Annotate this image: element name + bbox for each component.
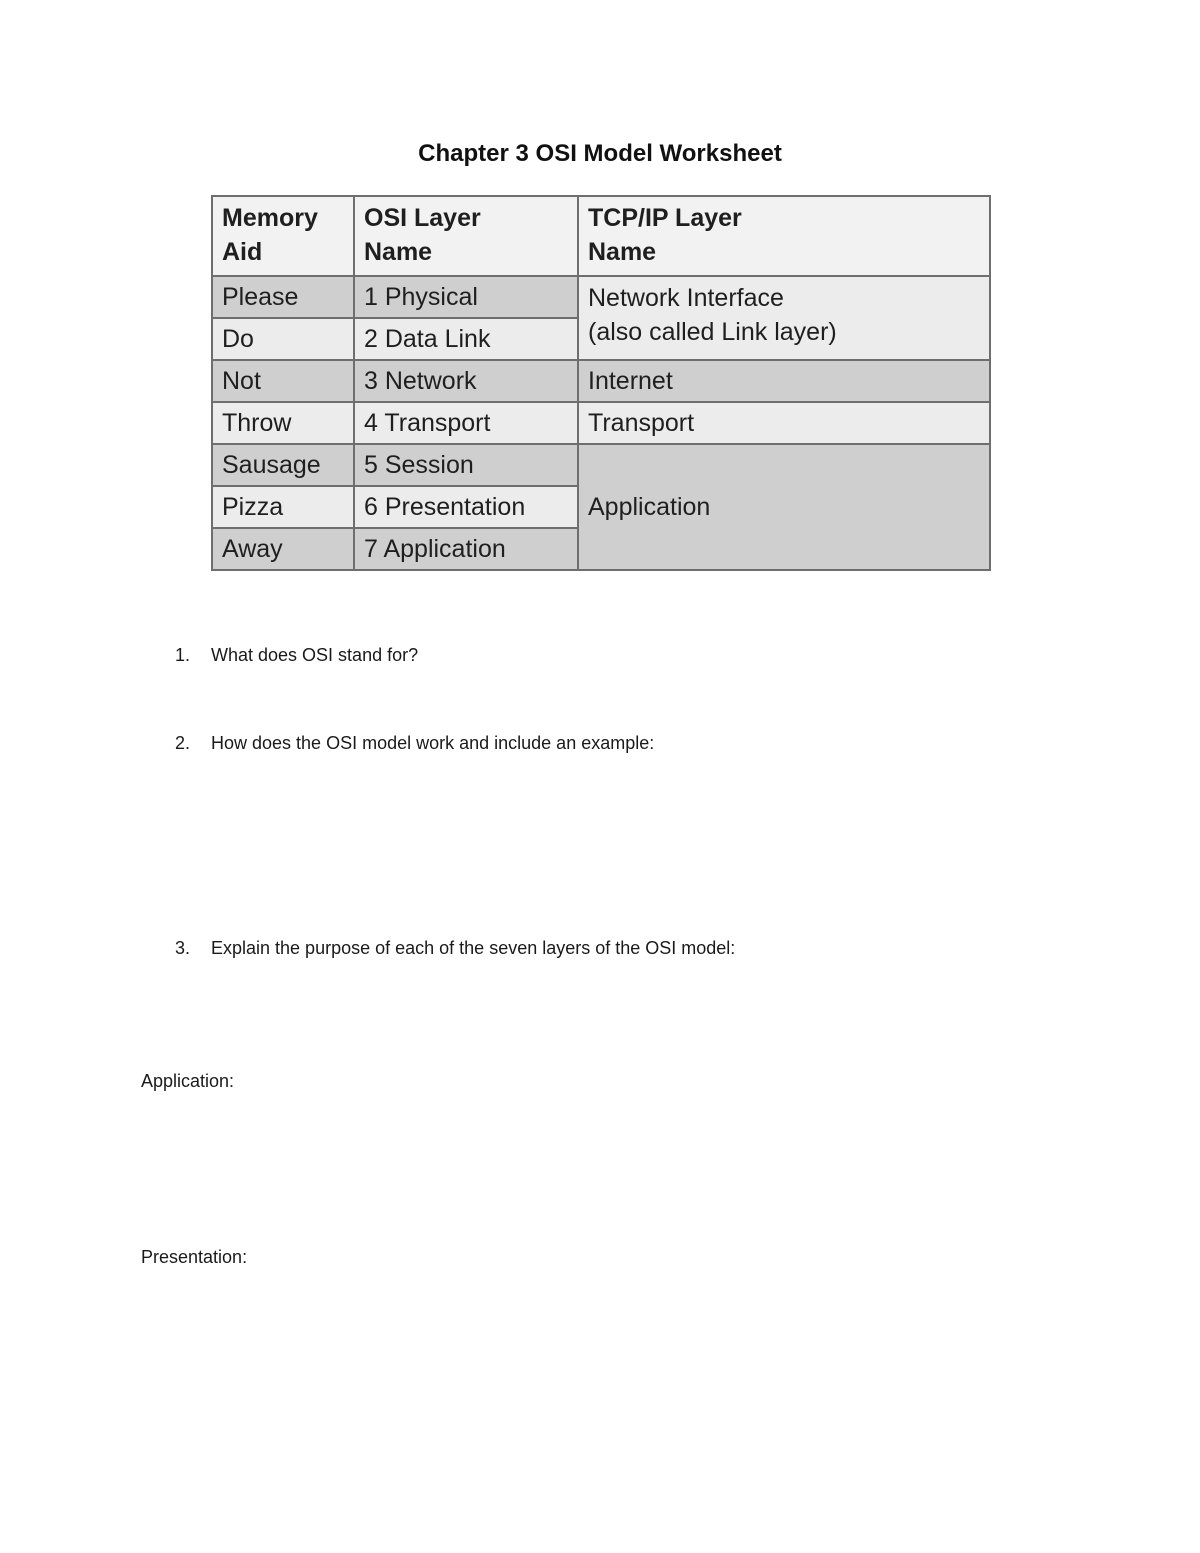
- table-row: [212, 444, 990, 486]
- question-1: [175, 645, 418, 666]
- table-header-row: [212, 196, 990, 276]
- memory-aid-cell: Pizza: [212, 486, 354, 528]
- question-text: How does the OSI model work and include an example:: [211, 733, 655, 753]
- header-memory-aid: Memory Aid: [212, 196, 354, 276]
- osi-layer-cell: 1 Physical: [354, 276, 578, 318]
- memory-aid-cell: Throw: [212, 402, 354, 444]
- memory-aid-cell: Do: [212, 318, 354, 360]
- osi-layer-cell: 2 Data Link: [354, 318, 578, 360]
- osi-layer-cell: 3 Network: [354, 360, 578, 402]
- question-text: Explain the purpose of each of the seven layers of the OSI model:: [211, 938, 736, 958]
- question-number: 2.: [175, 733, 191, 753]
- question-number: 3.: [175, 938, 191, 958]
- osi-layer-cell: 6 Presentation: [354, 486, 578, 528]
- tcpip-application-cell: Application: [578, 444, 990, 570]
- tcpip-transport-cell: Transport: [578, 402, 990, 444]
- question-3: [175, 938, 735, 959]
- question-2: [175, 733, 654, 754]
- section-label-presentation: Presentation:: [141, 1247, 248, 1267]
- tcpip-network-interface-cell: Network Interface (also called Link layer): [578, 276, 990, 360]
- osi-layer-cell: 5 Session: [354, 444, 578, 486]
- memory-aid-cell: Sausage: [212, 444, 354, 486]
- table-row: [212, 402, 990, 444]
- tcpip-internet-cell: Internet: [578, 360, 990, 402]
- table-row: [212, 360, 990, 402]
- section-label-application: Application:: [141, 1071, 235, 1091]
- question-number: 1.: [175, 645, 191, 665]
- memory-aid-cell: Not: [212, 360, 354, 402]
- osi-model-table: [211, 195, 991, 571]
- osi-layer-cell: 7 Application: [354, 528, 578, 570]
- table-row: [212, 276, 990, 318]
- memory-aid-cell: Please: [212, 276, 354, 318]
- osi-layer-cell: 4 Transport: [354, 402, 578, 444]
- page-title: Chapter 3 OSI Model Worksheet: [418, 140, 782, 167]
- header-tcpip-layer: TCP/IP Layer Name: [578, 196, 990, 276]
- header-osi-layer: OSI Layer Name: [354, 196, 578, 276]
- question-text: What does OSI stand for?: [211, 645, 419, 665]
- memory-aid-cell: Away: [212, 528, 354, 570]
